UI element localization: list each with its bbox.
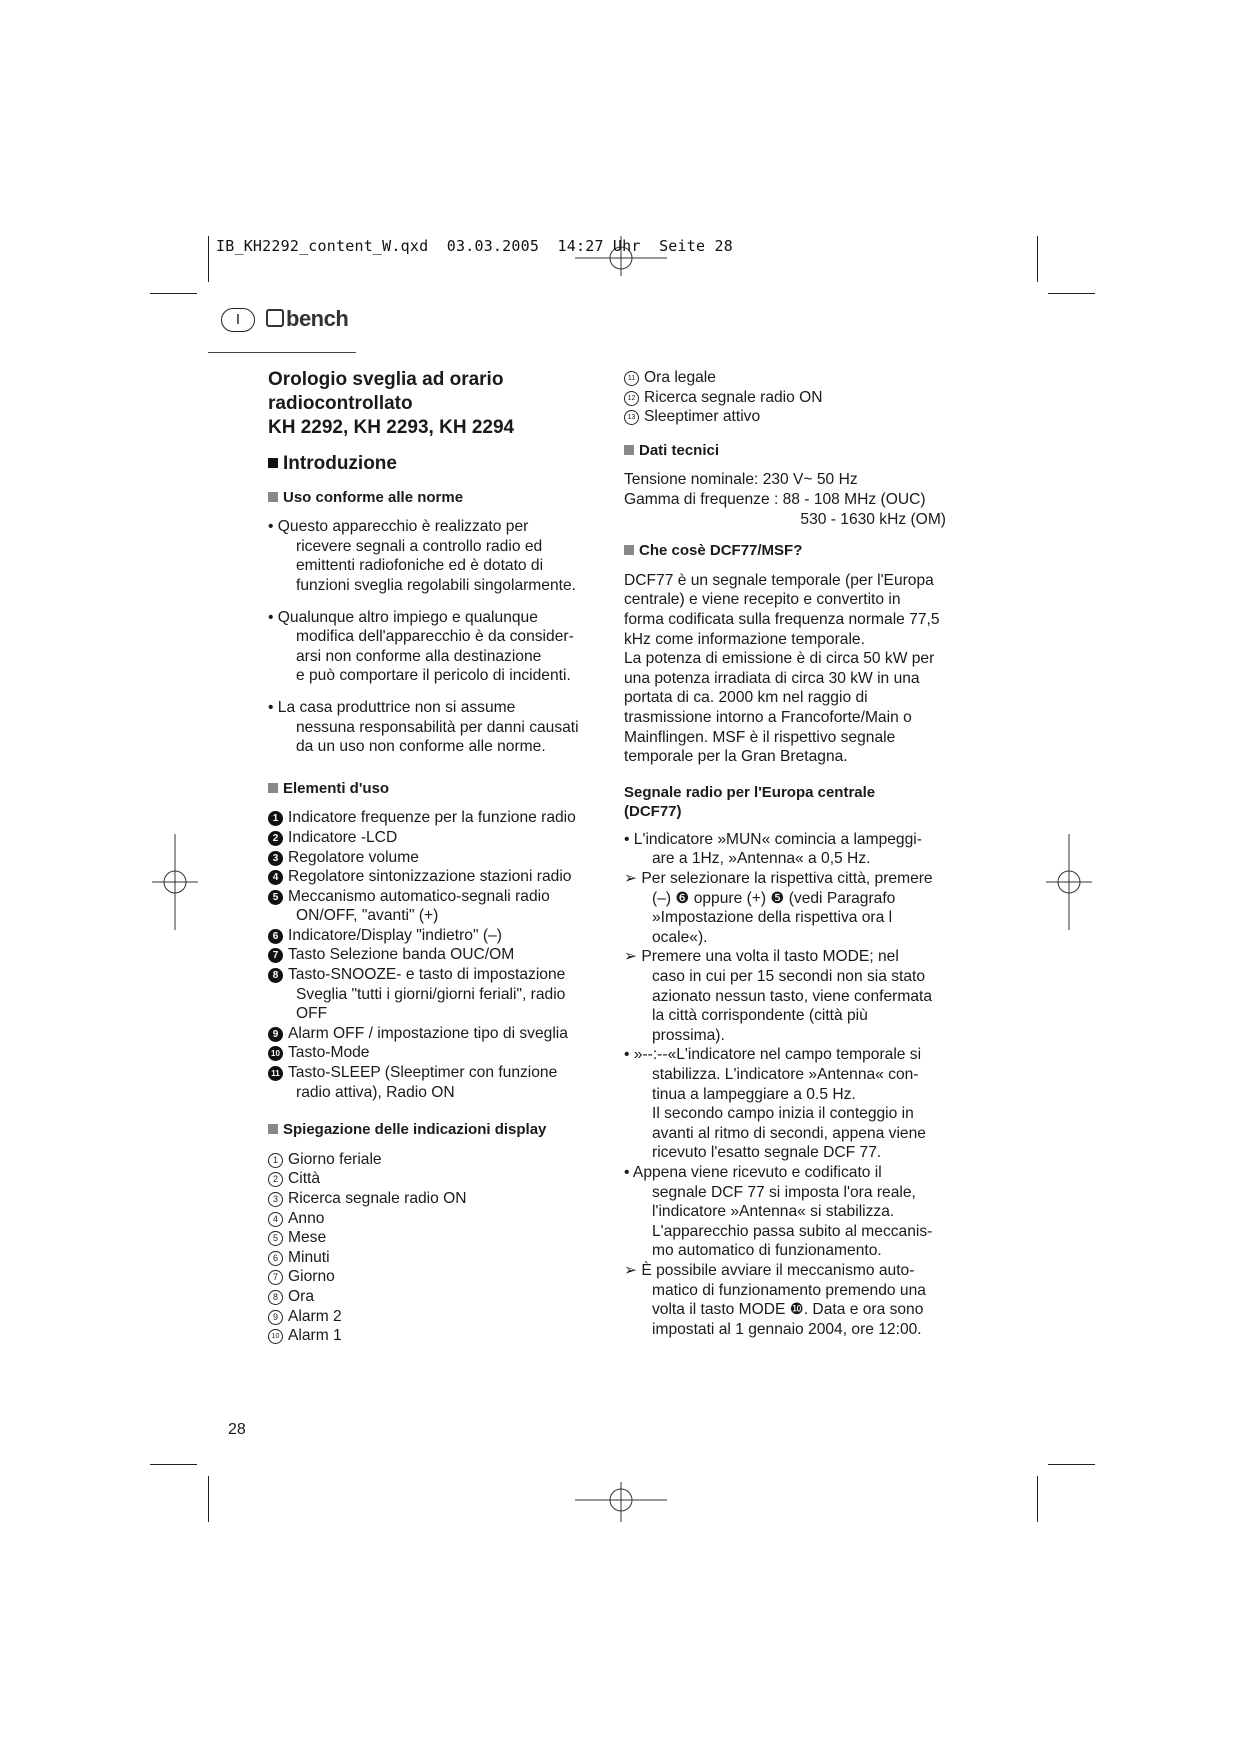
elemento-item — [268, 945, 598, 965]
crop-mark — [1037, 1476, 1038, 1522]
segnale-line: (–) ❻ oppure (+) ❺ (vedi Paragrafo — [652, 889, 896, 907]
elemento-item — [268, 848, 598, 868]
registration-mark-left — [150, 834, 200, 930]
subheading-uso: Uso conforme alle norme — [268, 488, 598, 508]
segnale-line: stabilizza. L'indicatore »Antenna« con- — [652, 1066, 919, 1083]
number-badge-icon: 10 — [268, 1046, 283, 1061]
segnale-line: Il secondo campo inizia il conteggio in — [652, 1105, 914, 1123]
bullet-line: • Questo apparecchio è realizzato per — [268, 518, 529, 536]
elemento-line: Indicatore -LCD — [288, 828, 398, 846]
segnale-line: prossima). — [652, 1026, 725, 1044]
registration-mark-right — [1044, 834, 1094, 930]
square-bullet-icon — [268, 458, 278, 468]
bullet-line: emittenti radiofoniche ed è dotato di — [296, 557, 544, 575]
dcf-line: kHz come informazione temporale. — [624, 630, 865, 648]
dcf-line: DCF77 è un segnale temporale (per l'Europa — [624, 571, 934, 589]
square-bullet-icon — [624, 445, 634, 455]
segnale-line: avanti al ritmo di secondi, appena viene — [652, 1124, 926, 1142]
elemento-item — [268, 926, 598, 946]
number-badge-icon: 3 — [268, 851, 283, 866]
elemento-line: Alarm OFF / impostazione tipo di sveglia — [288, 1024, 568, 1042]
dati-line: Tensione nominale: 230 V~ 50 Hz — [624, 471, 858, 489]
elemento-line: Tasto-Mode — [288, 1044, 370, 1062]
segnale-line: impostati al 1 gennaio 2004, ore 12:00. — [652, 1320, 922, 1338]
elemento-item — [268, 828, 598, 848]
crop-mark — [150, 293, 197, 294]
segnale-line: volta il tasto MODE ❿. Data e ora sono — [652, 1301, 924, 1319]
number-badge-icon: 1 — [268, 811, 283, 826]
segnale-line: ➢ Per selezionare la rispettiva città, premere — [624, 870, 933, 888]
segnale-line: l'indicatore »Antenna« si stabilizza. — [652, 1203, 895, 1221]
display-item-label: Ricerca segnale radio ON — [288, 1190, 467, 1207]
header-divider — [208, 352, 356, 353]
title-line: Orologio sveglia ad orario — [268, 369, 504, 390]
display-item-label: Ricerca segnale radio ON — [644, 388, 823, 406]
segnale-line: azionato nessun tasto, viene confermata — [652, 987, 932, 1005]
number-badge-icon: 5 — [268, 890, 283, 905]
bullet-line: • Qualunque altro impiego e qualunque — [268, 608, 538, 626]
brand-logo — [266, 306, 348, 332]
elemento-line: OFF — [296, 1005, 328, 1023]
file-info-line: IB_KH2292_content_W.qxd 03.03.2005 14:27 Uhr Seite 28 — [216, 237, 733, 255]
elemento-line: Sveglia "tutti i giorni/giorni feriali", radio — [296, 985, 566, 1003]
number-badge-icon: 6 — [268, 929, 283, 944]
square-bullet-icon — [624, 545, 634, 555]
display-item-label: Città — [288, 1170, 321, 1188]
brand-text: bench — [286, 306, 349, 331]
bullet-line: nessuna responsabilità per danni causati — [296, 718, 579, 736]
display-item-label: Minuti — [288, 1248, 330, 1266]
elemento-line: radio attiva), Radio ON — [296, 1083, 455, 1101]
display-item-label: Anno — [288, 1209, 325, 1227]
segnale-list — [624, 830, 954, 1339]
elementi-list — [268, 808, 598, 1102]
segnale-line: tinua a lampeggiare a 0.5 Hz. — [652, 1085, 856, 1103]
bullet-line: e può comportare il pericolo di incidenti. — [296, 667, 571, 685]
right-column — [624, 368, 954, 1339]
number-badge-icon: 9 — [268, 1027, 283, 1042]
segnale-item — [624, 830, 954, 869]
circled-number-icon: 4 — [268, 1212, 283, 1227]
circled-number-icon: 5 — [268, 1231, 283, 1246]
language-badge: I — [221, 308, 255, 332]
dcf-line: trasmissione intorno a Francoforte/Main o — [624, 708, 912, 726]
display-item — [624, 407, 954, 427]
elemento-line: Tasto Selezione banda OUC/OM — [288, 946, 515, 964]
dcf-line: La potenza di emissione è di circa 50 kW per — [624, 650, 935, 668]
circled-number-icon: 12 — [624, 391, 639, 406]
elemento-line: Indicatore frequenze per la funzione radio — [288, 809, 576, 827]
circled-number-icon: 8 — [268, 1290, 283, 1305]
elemento-line: Tasto-SNOOZE- e tasto di impostazione — [288, 966, 566, 984]
display-item — [268, 1326, 598, 1346]
number-badge-icon: 7 — [268, 948, 283, 963]
display-item — [268, 1287, 598, 1307]
display-item-label: Sleeptimer attivo — [644, 408, 761, 426]
segnale-line: matico di funzionamento premendo una — [652, 1281, 926, 1299]
display-item — [268, 1248, 598, 1268]
elemento-item — [268, 808, 598, 828]
dcf-line: centrale) e viene recepito e convertito in — [624, 591, 901, 609]
elemento-line: Meccanismo automatico-segnali radio — [288, 887, 550, 905]
brand-icon — [266, 309, 284, 327]
bullet-line: arsi non conforme alla destinazione — [296, 647, 542, 665]
display-item — [268, 1150, 598, 1170]
display-item — [268, 1169, 598, 1189]
display-item-label: Alarm 1 — [288, 1327, 342, 1345]
segnale-line: ricevuto l'esatto segnale DCF 77. — [652, 1144, 882, 1162]
elemento-item — [268, 1024, 598, 1044]
circled-number-icon: 7 — [268, 1270, 283, 1285]
elemento-item — [268, 887, 598, 926]
segnale-line: segnale DCF 77 si imposta l'ora reale, — [652, 1183, 916, 1201]
subheading-segnale: Segnale radio per l'Europa centrale (DCF77) — [624, 783, 876, 821]
elemento-line: Regolatore sintonizzazione stazioni radio — [288, 868, 572, 886]
display-item — [624, 388, 954, 408]
display-item-label: Ora legale — [644, 369, 716, 386]
dcf-line: una potenza irradiata di circa 30 kW in una — [624, 669, 920, 687]
segnale-item — [624, 1261, 954, 1339]
segnale-item — [624, 869, 954, 947]
square-bullet-icon — [268, 492, 278, 502]
segnale-item — [624, 1045, 954, 1163]
segnale-line: • »--:--«L'indicatore nel campo temporale si — [624, 1046, 922, 1064]
segnale-line: • Appena viene ricevuto e codificato il — [624, 1163, 882, 1181]
dati-line: 530 - 1630 kHz (OM) — [800, 510, 946, 528]
section-heading-introduzione: Introduzione — [268, 454, 598, 474]
registration-mark-bottom — [573, 1482, 669, 1526]
bullet-line: funzioni sveglia regolabili singolarmente. — [296, 576, 576, 594]
title-line: radiocontrollato — [268, 393, 413, 414]
display-item — [268, 1189, 598, 1209]
circled-number-icon: 2 — [268, 1172, 283, 1187]
bullet-item — [268, 698, 598, 757]
segnale-item — [624, 1163, 954, 1261]
document-title — [268, 368, 598, 440]
bullet-line: • La casa produttrice non si assume — [268, 698, 516, 716]
left-column — [268, 368, 598, 1346]
display-item-label: Mese — [288, 1229, 327, 1247]
uso-bullet-list — [268, 517, 598, 757]
number-badge-icon: 4 — [268, 870, 283, 885]
display-item — [268, 1228, 598, 1248]
dcf-line: portata di ca. 2000 km nel raggio di — [624, 689, 868, 707]
display-item — [268, 1267, 598, 1287]
display-item-label: Giorno — [288, 1268, 335, 1286]
subheading-elementi: Elementi d'uso — [268, 779, 598, 799]
number-badge-icon: 11 — [268, 1066, 283, 1081]
segnale-line: • L'indicatore »MUN« comincia a lampeggi- — [624, 830, 922, 848]
title-line: KH 2292, KH 2293, KH 2294 — [268, 417, 515, 438]
subheading-dati-tecnici: Dati tecnici — [624, 441, 954, 461]
dati-tecnici-text — [624, 470, 954, 529]
square-bullet-icon — [268, 1124, 278, 1134]
elemento-item — [268, 867, 598, 887]
segnale-line: ocale«). — [652, 928, 708, 946]
dati-line: Gamma di frequenze : 88 - 108 MHz (OUC) — [624, 490, 926, 508]
display-item-label: Alarm 2 — [288, 1307, 342, 1325]
elemento-line: Tasto-SLEEP (Sleeptimer con funzione — [288, 1064, 558, 1082]
segnale-line: ➢ È possibile avviare il meccanismo auto- — [624, 1261, 915, 1279]
elemento-item — [268, 1063, 598, 1102]
display-item — [268, 1209, 598, 1229]
circled-number-icon: 13 — [624, 410, 639, 425]
crop-mark — [208, 236, 209, 282]
circled-number-icon: 11 — [624, 371, 639, 386]
elemento-item — [268, 1043, 598, 1063]
crop-mark — [1037, 236, 1038, 282]
circled-number-icon: 9 — [268, 1310, 283, 1325]
elemento-item — [268, 965, 598, 1024]
elemento-line: Regolatore volume — [288, 848, 419, 866]
number-badge-icon: 8 — [268, 968, 283, 983]
bullet-line: ricevere segnali a controllo radio ed — [296, 537, 543, 555]
page-number: 28 — [228, 1421, 246, 1438]
segnale-item — [624, 947, 954, 1045]
display-item — [624, 368, 954, 388]
dcf-line: temporale per la Gran Bretagna. — [624, 748, 848, 766]
dcf-line: Mainflingen. MSF è il rispettivo segnale — [624, 728, 896, 746]
bullet-line: da un uso non conforme alle norme. — [296, 738, 546, 756]
segnale-line: »Impostazione della rispettiva ora l — [652, 909, 893, 927]
display-item-label: Ora — [288, 1287, 314, 1305]
segnale-line: ➢ Premere una volta il tasto MODE; nel — [624, 948, 899, 966]
segnale-line: caso in cui per 15 secondi non sia stato — [652, 968, 926, 986]
circled-number-icon: 3 — [268, 1192, 283, 1207]
square-bullet-icon — [268, 783, 278, 793]
display-list — [268, 1150, 598, 1346]
subheading-dcf: Che cosè DCF77/MSF? — [624, 541, 954, 561]
circled-number-icon: 10 — [268, 1329, 283, 1344]
bullet-item — [268, 608, 598, 686]
dcf-line: forma codificata sulla frequenza normale 77,5 — [624, 610, 940, 628]
display-item — [268, 1307, 598, 1327]
crop-mark — [150, 1464, 197, 1465]
crop-mark — [1048, 1464, 1095, 1465]
display-list-continued — [624, 368, 954, 427]
bullet-line: modifica dell'apparecchio è da consider- — [296, 628, 574, 646]
bullet-item — [268, 517, 598, 595]
elemento-line: ON/OFF, "avanti" (+) — [296, 907, 439, 925]
circled-number-icon: 1 — [268, 1153, 283, 1168]
crop-mark — [1048, 293, 1095, 294]
elemento-line: Indicatore/Display "indietro" (–) — [288, 926, 502, 944]
segnale-line: mo automatico di funzionamento. — [652, 1242, 882, 1260]
segnale-line: are a 1Hz, »Antenna« a 0,5 Hz. — [652, 850, 871, 868]
circled-number-icon: 6 — [268, 1251, 283, 1266]
segnale-line: la città corrispondente (città più — [652, 1007, 868, 1025]
display-item-label: Giorno feriale — [288, 1150, 382, 1168]
dcf-paragraph — [624, 571, 954, 767]
number-badge-icon: 2 — [268, 831, 283, 846]
crop-mark — [208, 1476, 209, 1522]
segnale-line: L'apparecchio passa subito al meccanis- — [652, 1222, 933, 1240]
subheading-display: Spiegazione delle indicazioni display — [268, 1120, 598, 1140]
